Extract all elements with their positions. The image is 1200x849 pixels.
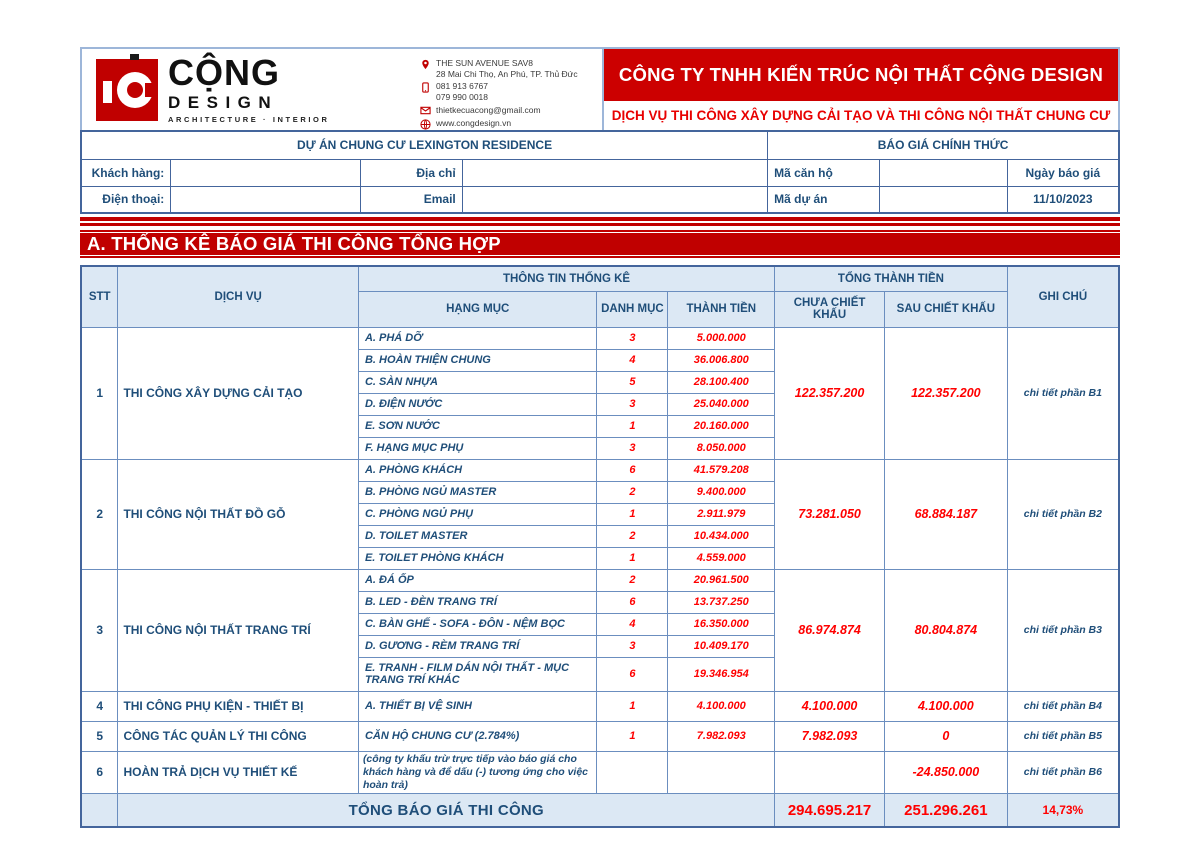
group3-stt: 3 [81, 569, 118, 691]
table-row-4 [81, 691, 1119, 721]
group2-item1-qty: 6 [597, 459, 668, 481]
header-total-group: TỔNG THÀNH TIỀN [775, 266, 1008, 291]
header-service: DỊCH VỤ [118, 266, 359, 327]
logo-name: CỘNG [168, 52, 280, 94]
group1-stt: 1 [81, 327, 118, 459]
group3-item3-amount: 16.350.000 [668, 613, 775, 635]
group2-item2-name: B. PHÒNG NGỦ MASTER [358, 481, 597, 503]
group1-item3-name: C. SÀN NHỰA [358, 371, 597, 393]
group1-item4-amount: 25.040.000 [668, 393, 775, 415]
customer-field [171, 159, 361, 186]
section-a-title: A. THỐNG KÊ BÁO GIÁ THI CÔNG TỔNG HỢP [80, 230, 1120, 258]
contact-info [420, 49, 602, 130]
row4-after: 4.100.000 [884, 691, 1007, 721]
total-row-spacer [81, 793, 118, 827]
quote-date-value: 11/10/2023 [1007, 186, 1119, 213]
group3-item4-amount: 10.409.170 [668, 635, 775, 657]
total-before: 294.695.217 [775, 793, 885, 827]
row4-stt: 4 [81, 691, 118, 721]
group3-item4-name: D. GƯƠNG - RÈM TRANG TRÍ [358, 635, 597, 657]
group2-item3-amount: 2.911.979 [668, 503, 775, 525]
group1-item1-name: A. PHÁ DỠ [358, 327, 597, 349]
group3-item2-amount: 13.737.250 [668, 591, 775, 613]
group3-item1-name: A. ĐÁ ỐP [358, 569, 597, 591]
header-amount: THÀNH TIỀN [668, 291, 775, 327]
row6-before [775, 751, 885, 793]
table-row-group2 [81, 459, 1119, 481]
contact-address-text [436, 58, 578, 79]
group2-item3-name: C. PHÒNG NGỦ PHỤ [358, 503, 597, 525]
group1-note: chi tiết phần B1 [1007, 327, 1119, 459]
red-divider-rule [80, 217, 1120, 226]
group1-item3-qty: 5 [597, 371, 668, 393]
group3-item5-amount: 19.346.954 [668, 657, 775, 691]
group1-before: 122.357.200 [775, 327, 885, 459]
quote-type-title: BÁO GIÁ CHÍNH THỨC [768, 131, 1119, 159]
group3-service: THI CÔNG NỘI THẤT TRANG TRÍ [118, 569, 359, 691]
total-label: TỔNG BÁO GIÁ THI CÔNG [118, 793, 775, 827]
group1-item1-qty: 3 [597, 327, 668, 349]
group1-item3-amount: 28.100.400 [668, 371, 775, 393]
group1-after: 122.357.200 [884, 327, 1007, 459]
row5-note: chi tiết phần B5 [1007, 721, 1119, 751]
header-category: HẠNG MỤC [358, 291, 597, 327]
row6-service: HOÀN TRẢ DỊCH VỤ THIẾT KẾ [118, 751, 359, 793]
service-banner: DỊCH VỤ THI CÔNG XÂY DỰNG CẢI TẠO VÀ THI CÔNG NỘI THẤT CHUNG CƯ [611, 108, 1111, 123]
company-header [80, 47, 1120, 130]
phone-field [171, 186, 361, 213]
group2-item2-qty: 2 [597, 481, 668, 503]
total-after: 251.296.261 [884, 793, 1007, 827]
group2-item4-name: D. TOILET MASTER [358, 525, 597, 547]
project-info-table [80, 130, 1120, 214]
group1-item6-name: F. HẠNG MỤC PHỤ [358, 437, 597, 459]
location-pin-icon [420, 59, 431, 70]
group2-item1-amount: 41.579.208 [668, 459, 775, 481]
group2-item4-amount: 10.434.000 [668, 525, 775, 547]
header-notes: GHI CHÚ [1007, 266, 1119, 327]
group3-item4-qty: 3 [597, 635, 668, 657]
group3-item5-qty: 6 [597, 657, 668, 691]
company-logo [82, 49, 420, 130]
group2-item4-qty: 2 [597, 525, 668, 547]
project-code-label: Mã dự án [768, 186, 880, 213]
total-row [81, 793, 1119, 827]
group3-after: 80.804.874 [884, 569, 1007, 691]
group2-stt: 2 [81, 459, 118, 569]
group1-item1-amount: 5.000.000 [668, 327, 775, 349]
company-banner [602, 49, 1118, 130]
row6-stt: 6 [81, 751, 118, 793]
address-label: Địa chỉ [360, 159, 462, 186]
email-field [462, 186, 767, 213]
row4-item: A. THIẾT BỊ VỆ SINH [358, 691, 597, 721]
row6-amount [668, 751, 775, 793]
group1-service: THI CÔNG XÂY DỰNG CẢI TẠO [118, 327, 359, 459]
table-row-5 [81, 721, 1119, 751]
row5-amount: 7.982.093 [668, 721, 775, 751]
phone-line2: 079 990 0018 [436, 91, 488, 102]
group3-item3-qty: 4 [597, 613, 668, 635]
apartment-code-label: Mã căn hộ [768, 159, 880, 186]
group2-item5-qty: 1 [597, 547, 668, 569]
phone-label: Điện thoại: [81, 186, 171, 213]
row4-note: chi tiết phần B4 [1007, 691, 1119, 721]
row6-qty [597, 751, 668, 793]
logo-text [168, 52, 330, 125]
phone-line1: 081 913 6767 [436, 81, 488, 92]
row5-after: 0 [884, 721, 1007, 751]
group3-before: 86.974.874 [775, 569, 885, 691]
row5-qty: 1 [597, 721, 668, 751]
group3-item5-name: E. TRANH - FILM DÁN NỘI THẤT - MỤC TRANG TRÍ KHÁC [358, 657, 597, 691]
row5-item: CĂN HỘ CHUNG CƯ (2.784%) [358, 721, 597, 751]
apartment-code-field [879, 159, 1007, 186]
email-label: Email [360, 186, 462, 213]
group2-item5-name: E. TOILET PHÒNG KHÁCH [358, 547, 597, 569]
group1-item5-name: E. SƠN NƯỚC [358, 415, 597, 437]
group2-item2-amount: 9.400.000 [668, 481, 775, 503]
row6-note: chi tiết phần B6 [1007, 751, 1119, 793]
group1-item6-amount: 8.050.000 [668, 437, 775, 459]
row6-item-note: (công ty khấu trừ trực tiếp vào báo giá cho khách hàng và để dấu (-) tương ứng cho việc hoàn trả) [358, 751, 597, 793]
group3-note: chi tiết phần B3 [1007, 569, 1119, 691]
row5-service: CÔNG TÁC QUẢN LÝ THI CÔNG [118, 721, 359, 751]
address-field [462, 159, 767, 186]
group1-item5-amount: 20.160.000 [668, 415, 775, 437]
project-title: DỰ ÁN CHUNG CƯ LEXINGTON RESIDENCE [81, 131, 768, 159]
contact-website [420, 118, 598, 130]
row4-before: 4.100.000 [775, 691, 885, 721]
group3-item2-qty: 6 [597, 591, 668, 613]
quote-summary-table [80, 265, 1120, 828]
table-row-group1 [81, 327, 1119, 349]
group1-item2-name: B. HOÀN THIỆN CHUNG [358, 349, 597, 371]
group3-item3-name: C. BÀN GHẾ - SOFA - ĐÔN - NỆM BỌC [358, 613, 597, 635]
group2-note: chi tiết phần B2 [1007, 459, 1119, 569]
group1-item6-qty: 3 [597, 437, 668, 459]
group2-after: 68.884.187 [884, 459, 1007, 569]
header-stt: STT [81, 266, 118, 327]
table-row-6 [81, 751, 1119, 793]
group1-item5-qty: 1 [597, 415, 668, 437]
contact-address [420, 58, 598, 79]
project-code-field [879, 186, 1007, 213]
contact-phone-text [436, 81, 488, 102]
group2-item3-qty: 1 [597, 503, 668, 525]
contact-phones [420, 81, 598, 102]
header-after-discount: SAU CHIẾT KHẤU [884, 291, 1007, 327]
group3-item1-qty: 2 [597, 569, 668, 591]
address-line2: 28 Mai Chi Thọ, An Phú, TP. Thủ Đức [436, 68, 578, 79]
customer-label: Khách hàng: [81, 159, 171, 186]
address-line1: THE SUN AVENUE SAV8 [436, 58, 533, 68]
header-stats-group: THÔNG TIN THỐNG KÊ [358, 266, 774, 291]
contact-email-text: thietkecuacong@gmail.com [436, 104, 541, 115]
document-content [80, 47, 1120, 828]
row4-qty: 1 [597, 691, 668, 721]
contact-website-text: www.congdesign.vn [436, 118, 512, 128]
row5-stt: 5 [81, 721, 118, 751]
row6-after: -24.850.000 [884, 751, 1007, 793]
logo-subname: DESIGN [168, 93, 279, 113]
contact-email [420, 105, 598, 117]
group2-before: 73.281.050 [775, 459, 885, 569]
row5-before: 7.982.093 [775, 721, 885, 751]
group3-item2-name: B. LED - ĐÈN TRANG TRÍ [358, 591, 597, 613]
group1-item2-qty: 4 [597, 349, 668, 371]
group2-item1-name: A. PHÒNG KHÁCH [358, 459, 597, 481]
logo-tagline: ARCHITECTURE · INTERIOR [168, 115, 330, 125]
globe-icon [420, 119, 431, 130]
mail-icon [420, 105, 431, 116]
total-discount-percent: 14,73% [1007, 793, 1119, 827]
header-list: DANH MỤC [597, 291, 668, 327]
phone-icon [420, 82, 431, 93]
group2-service: THI CÔNG NỘI THẤT ĐỒ GỖ [118, 459, 359, 569]
header-before-discount: CHƯA CHIẾT KHẤU [775, 291, 885, 327]
table-row-group3 [81, 569, 1119, 591]
group2-item5-amount: 4.559.000 [668, 547, 775, 569]
logo-mark-icon [96, 59, 158, 121]
company-name-banner: CÔNG TY TNHH KIẾN TRÚC NỘI THẤT CỘNG DESIGN [604, 49, 1118, 101]
group1-item2-amount: 36.006.800 [668, 349, 775, 371]
quote-date-label: Ngày báo giá [1007, 159, 1119, 186]
group1-item4-name: D. ĐIỆN NƯỚC [358, 393, 597, 415]
group3-item1-amount: 20.961.500 [668, 569, 775, 591]
row4-service: THI CÔNG PHỤ KIỆN - THIẾT BỊ [118, 691, 359, 721]
row4-amount: 4.100.000 [668, 691, 775, 721]
group1-item4-qty: 3 [597, 393, 668, 415]
